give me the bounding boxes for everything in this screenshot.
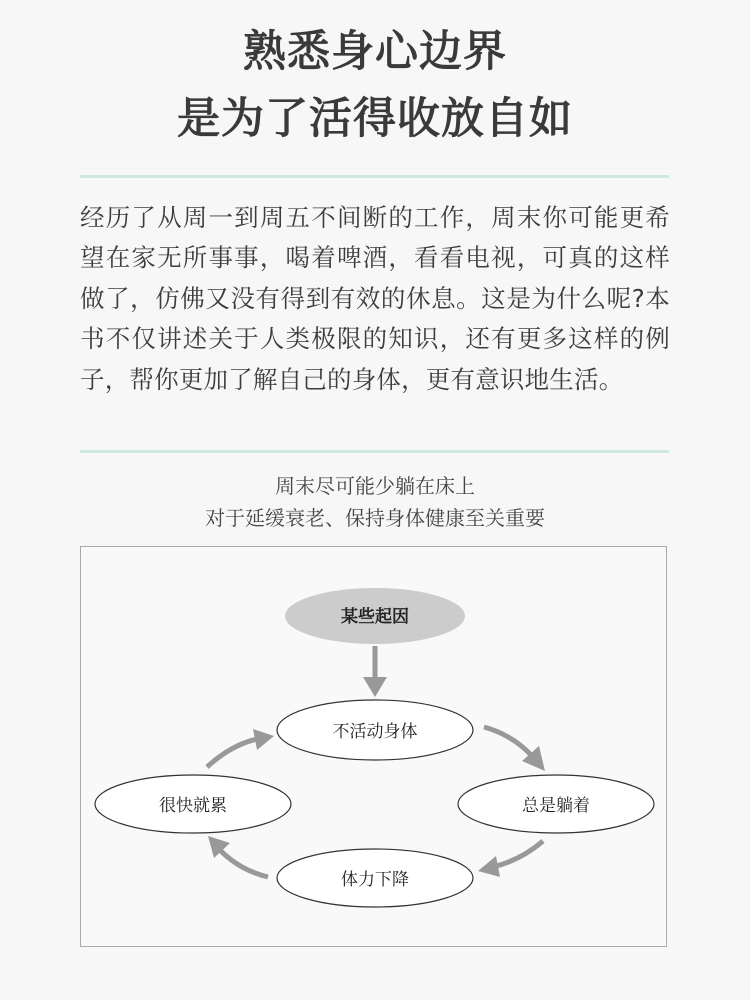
diagram-caption-line-1: 周末尽可能少躺在床上 [275,474,475,498]
cycle-node-lying-label: 总是躺着 [522,796,590,816]
cycle-diagram-svg [81,547,668,948]
cycle-arrow-bottom-to-left [219,849,268,877]
cycle-arrow-right-to-bottom [493,841,543,867]
title-line-1: 熟悉身心边界 [243,27,507,77]
divider-bottom [80,450,669,453]
cycle-arrow-left-to-top-head [253,729,274,750]
title-line-2: 是为了活得收放自如 [177,94,573,144]
cycle-arrow-right-to-bottom-head [478,856,500,877]
cause-arrow-head [363,677,387,697]
cycle-node-inactive-label: 不活动身体 [332,722,418,742]
diagram-caption-line-2: 对于延缓衰老、保持身体健康至关重要 [205,506,545,530]
cycle-diagram [80,546,667,947]
cycle-arrow-left-to-top [207,739,257,767]
divider-top [80,175,669,178]
body-paragraph: 经历了从周一到周五不间断的工作，周末你可能更希望在家无所事事，喝着啤酒，看看电视，可真的这样做了，仿佛又没有得到有效的休息。这是为什么呢?本书不仅讲述关于人类极限的知识，还有更多这样的例子，帮你更加了解自己的身体，更有意识地生活。 [80,203,670,394]
cycle-arrow-top-to-right [484,727,533,757]
cause-node-label: 某些起因 [341,607,409,627]
cycle-node-tired-label: 很快就累 [159,796,227,816]
cycle-node-weaker-label: 体力下降 [341,870,409,890]
